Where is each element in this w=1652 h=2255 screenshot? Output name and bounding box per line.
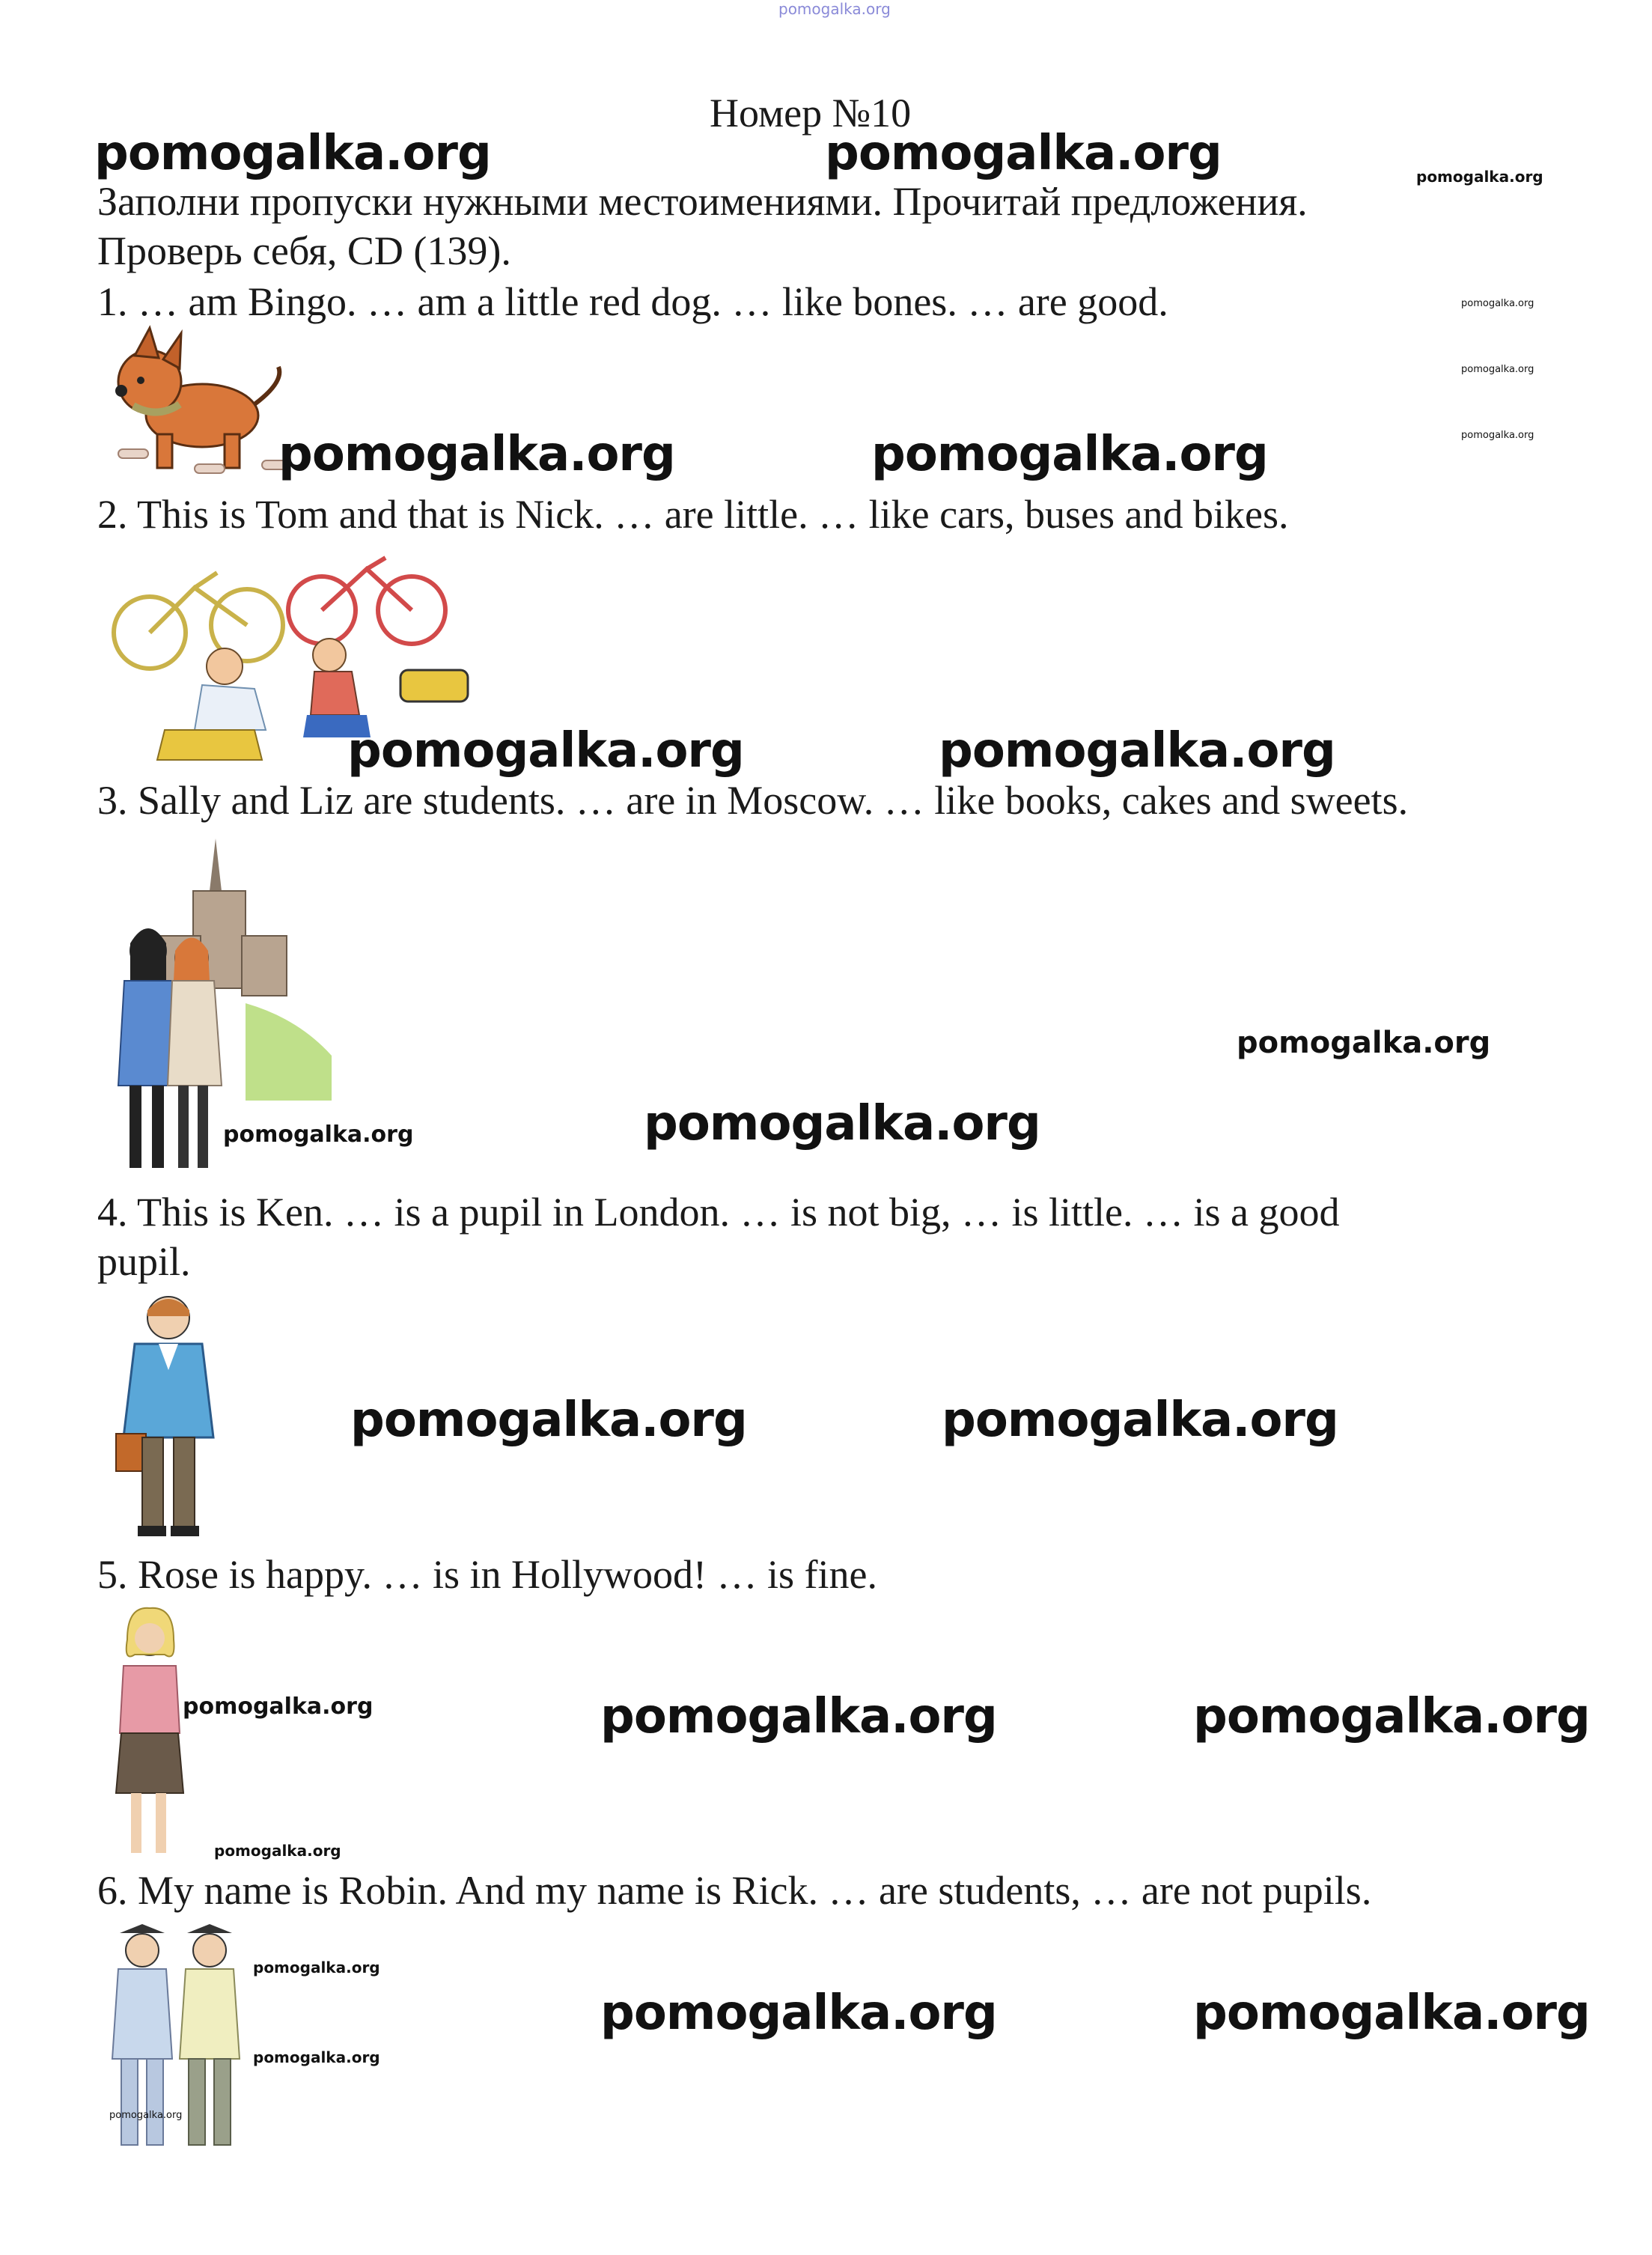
watermark: pomogalka.org: [644, 1096, 1040, 1151]
watermark: pomogalka.org: [871, 427, 1268, 482]
watermark: pomogalka.org: [825, 126, 1222, 181]
exercise-item-1: 1. … am Bingo. … am a little red dog. … like bones. … are good.: [97, 279, 1168, 324]
watermark: pomogalka.org: [1193, 1985, 1590, 2041]
dog-illustration: [105, 322, 299, 483]
ken-illustration: [105, 1288, 232, 1542]
watermark: pomogalka.org: [1193, 1689, 1590, 1744]
watermark: pomogalka.org: [223, 1122, 414, 1148]
watermark: pomogalka.org: [942, 1393, 1338, 1448]
exercise-item-2: 2. This is Tom and that is Nick. … are little. … like cars, buses and bikes.: [97, 492, 1289, 537]
exercise-item-6: 6. My name is Robin. And my name is Rick. … are students, … are not pupils.: [97, 1868, 1372, 1913]
watermark: pomogalka.org: [1461, 364, 1534, 375]
watermark: pomogalka.org: [600, 1689, 997, 1744]
watermark: pomogalka.org: [1461, 430, 1534, 441]
watermark: pomogalka.org: [1461, 298, 1534, 309]
watermark: pomogalka.org: [183, 1693, 374, 1720]
instruction-line-2: Проверь себя, CD (139).: [97, 228, 511, 273]
watermark: pomogalka.org: [253, 2048, 380, 2066]
watermark: pomogalka.org: [109, 2110, 183, 2121]
exercise-item-4-continued: pupil.: [97, 1239, 191, 1284]
top-watermark: pomogalka.org: [778, 0, 891, 18]
exercise-item-4: 4. This is Ken. … is a pupil in London. … is not big, … is little. … is a good: [97, 1190, 1340, 1235]
watermark: pomogalka.org: [94, 126, 491, 181]
watermark: pomogalka.org: [278, 427, 675, 482]
page-title: Номер №10: [710, 91, 912, 136]
watermark: pomogalka.org: [214, 1842, 341, 1860]
exercise-item-3: 3. Sally and Liz are students. … are in Moscow. … like books, cakes and sweets.: [97, 778, 1409, 823]
watermark: pomogalka.org: [1237, 1026, 1491, 1060]
watermark: pomogalka.org: [347, 723, 744, 779]
watermark: pomogalka.org: [350, 1393, 747, 1448]
watermark: pomogalka.org: [253, 1959, 380, 1976]
rose-illustration: [105, 1602, 210, 1857]
instruction-line-1: Заполни пропуски нужными местоимениями. Прочитай предложения.: [97, 179, 1308, 224]
watermark: pomogalka.org: [939, 723, 1335, 779]
exercise-item-5: 5. Rose is happy. … is in Hollywood! … is fine.: [97, 1552, 877, 1597]
watermark: pomogalka.org: [1416, 168, 1543, 186]
watermark: pomogalka.org: [600, 1985, 997, 2041]
